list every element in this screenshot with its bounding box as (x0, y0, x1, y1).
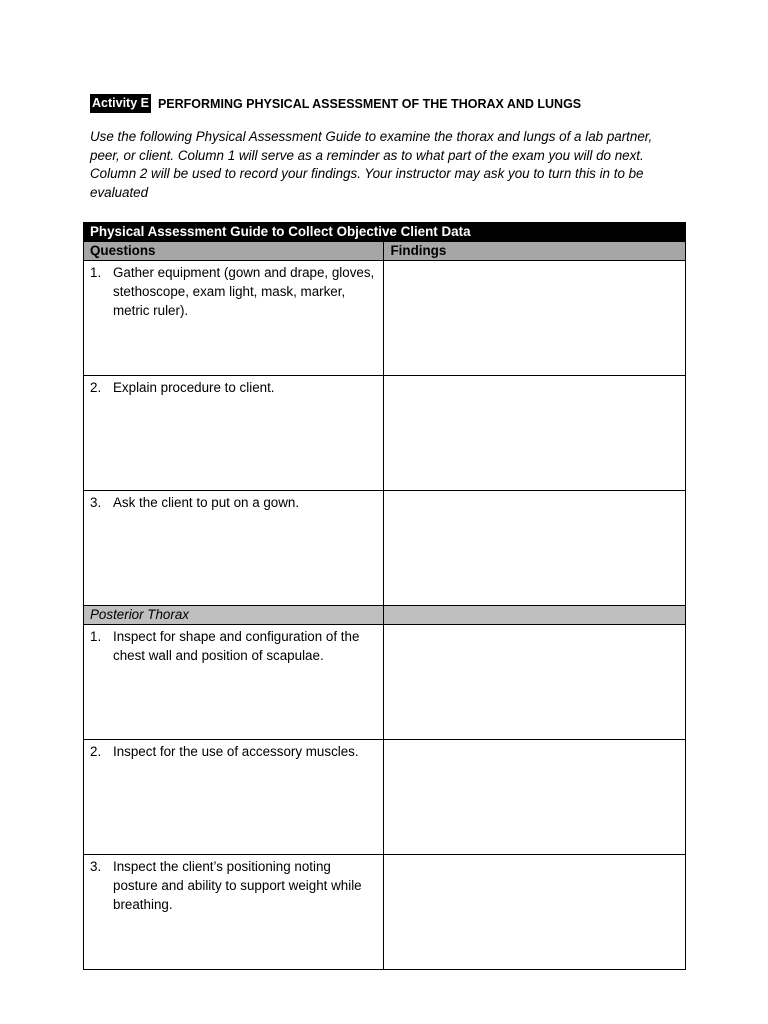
findings-cell[interactable] (384, 625, 686, 740)
table-row (84, 855, 686, 970)
table-row (84, 261, 686, 376)
instructions-line: evaluated (90, 184, 149, 200)
question-text: Inspect the client’s positioning noting posture and ability to support weight while breathing. (113, 859, 362, 912)
section-findings-cell (384, 606, 686, 625)
question-text: Inspect for the use of accessory muscles. (113, 744, 359, 759)
question-text: Ask the client to put on a gown. (113, 495, 300, 510)
question-text: Explain procedure to client. (113, 380, 275, 395)
findings-cell[interactable] (384, 376, 686, 491)
question-cell (84, 740, 384, 855)
instructions-line: Use the following Physical Assessment Guide to examine the thorax and lungs of a lab partner, (90, 129, 653, 144)
question-number: 3. (90, 859, 102, 874)
activity-heading (90, 94, 581, 113)
instructions-line: peer, or client. Column 1 will serve as a reminder as to what part of the exam you will do next. (90, 147, 644, 163)
table-title-row (84, 223, 686, 242)
findings-cell[interactable] (384, 261, 686, 376)
table-row (84, 376, 686, 491)
question-cell (84, 625, 384, 740)
assessment-guide-table (83, 222, 686, 970)
question-number: 3. (90, 495, 102, 510)
instructions-line: Column 2 will be used to record your findings. Your instructor may ask you to turn this in to be (90, 166, 644, 181)
findings-cell[interactable] (384, 491, 686, 606)
findings-cell[interactable] (384, 740, 686, 855)
section-label: Posterior Thorax (84, 606, 384, 625)
instructions-paragraph (90, 128, 690, 202)
table-row (84, 625, 686, 740)
column-header-questions: Questions (84, 242, 384, 261)
question-number: 1. (90, 265, 102, 280)
activity-title: PERFORMING PHYSICAL ASSESSMENT OF THE THORAX AND LUNGS (157, 96, 582, 111)
table-title: Physical Assessment Guide to Collect Objective Client Data (84, 223, 686, 242)
question-cell (84, 376, 384, 491)
table-row (84, 740, 686, 855)
activity-label: Activity E (90, 94, 151, 113)
question-cell (84, 855, 384, 970)
question-text: Inspect for shape and configuration of the chest wall and position of scapulae. (113, 629, 360, 663)
question-cell (84, 261, 384, 376)
column-header-findings: Findings (384, 242, 686, 261)
question-text: Gather equipment (gown and drape, gloves, stethoscope, exam light, mask, marker, metric ruler). (113, 265, 375, 318)
question-number: 1. (90, 629, 102, 644)
question-number: 2. (90, 380, 102, 395)
findings-cell[interactable] (384, 855, 686, 970)
table-header-row (84, 242, 686, 261)
section-row-posterior-thorax (84, 606, 686, 625)
table-row (84, 491, 686, 606)
question-cell (84, 491, 384, 606)
question-number: 2. (90, 744, 102, 759)
